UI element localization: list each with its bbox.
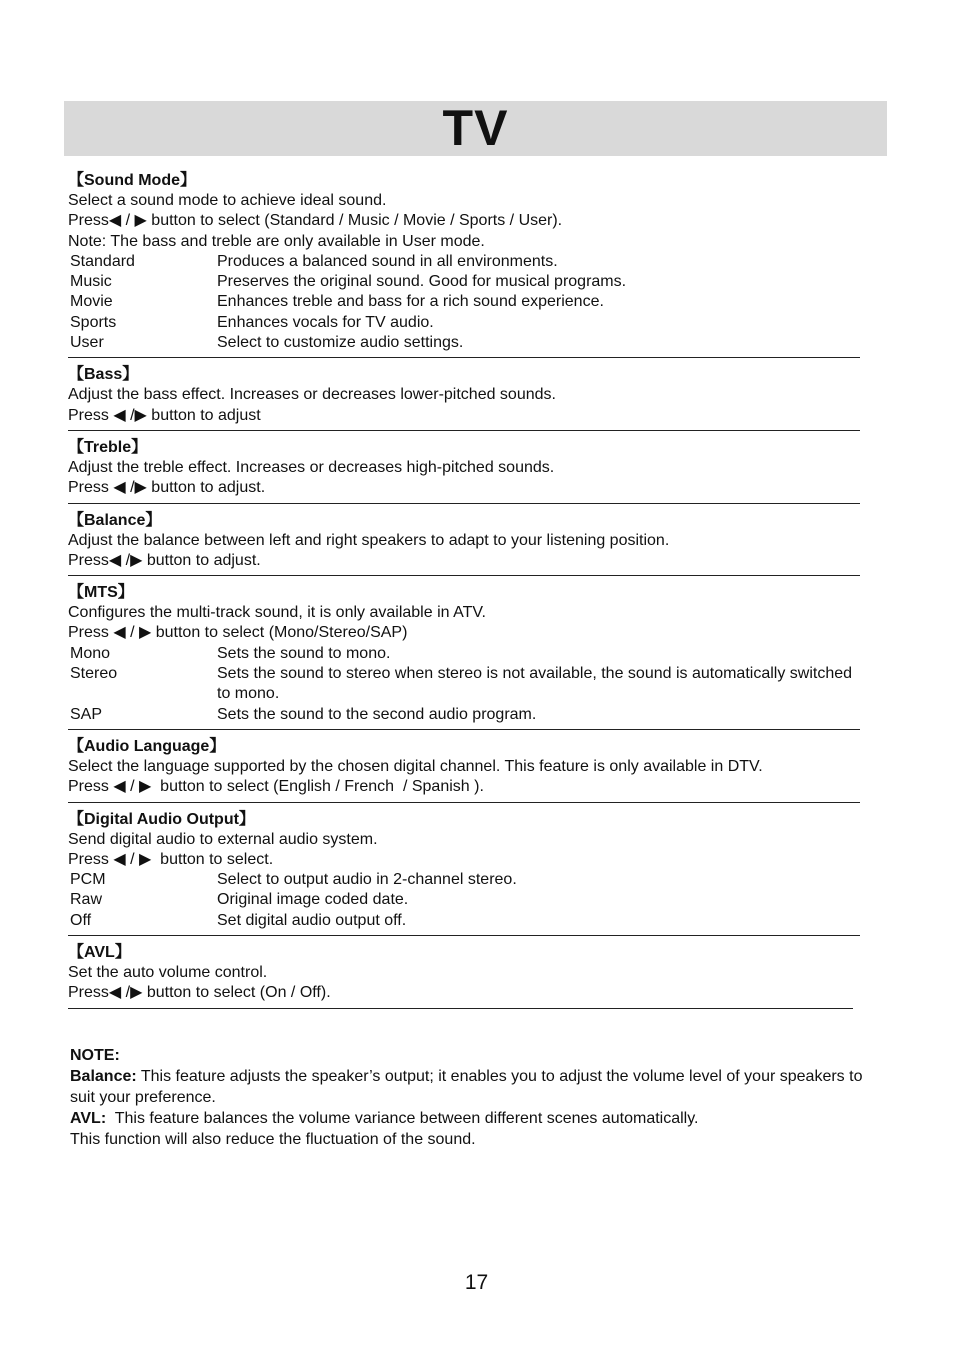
text-line: Press ◀ /▶ button to adjust (68, 406, 261, 424)
text-line: Configures the multi-track sound, it is only available in ATV. (68, 604, 486, 622)
text-line: Adjust the bass effect. Increases or decreases lower-pitched sounds. (68, 386, 556, 404)
description: Sets the sound to stereo when stereo is not available, the sound is automatically switched to mono. (217, 665, 853, 703)
description: Sets the sound to mono. (217, 644, 391, 662)
section-heading: 【AVL】 (68, 944, 131, 962)
definition-row (68, 664, 860, 705)
term: Stereo (70, 665, 118, 683)
section-heading: 【Bass】 (68, 366, 139, 384)
definition-row (68, 272, 860, 292)
note-avl-text: This feature balances the volume variance between different scenes automatically. (106, 1110, 699, 1127)
text-line: Note: The bass and treble are only available in User mode. (68, 232, 485, 250)
term: Sports (70, 313, 117, 331)
description: Select to customize audio settings. (217, 334, 464, 352)
note-balance (70, 1066, 885, 1108)
note-heading: NOTE: (70, 1047, 120, 1064)
description: Set digital audio output off. (217, 911, 407, 929)
section-bass (68, 364, 860, 431)
term: PCM (70, 871, 106, 889)
text-line: Press ◀ / ▶ button to select (Mono/Stereo/SAP) (68, 624, 408, 642)
section-audio-language (68, 736, 860, 803)
section-heading: 【Treble】 (68, 438, 148, 456)
term: Off (70, 911, 92, 929)
description: Preserves the original sound. Good for musical programs. (217, 273, 627, 291)
description: Original image coded date. (217, 891, 409, 909)
text-line: Press ◀ / ▶ button to select. (68, 850, 274, 868)
section-digital-audio-output (68, 809, 860, 936)
text-line: Adjust the balance between left and right speakers to adapt to your listening position. (68, 531, 670, 549)
definition-row (68, 252, 860, 272)
note-balance-text: This feature adjusts the speaker’s output; it enables you to adjust the volume level of your speakers to suit your preference. (70, 1068, 863, 1106)
page-title-bar (64, 101, 887, 156)
description: Enhances vocals for TV audio. (217, 313, 434, 331)
term: Mono (70, 644, 111, 662)
term: Music (70, 273, 112, 291)
section-mts (68, 582, 860, 730)
text-line: Press◀ / ▶ button to select (Standard / Music / Movie / Sports / User). (68, 212, 563, 230)
section-sound-mode (68, 170, 860, 358)
definition-row (68, 644, 860, 664)
text-line: Press◀ /▶ button to select (On / Off). (68, 984, 331, 1002)
text-line: Select a sound mode to achieve ideal sound. (68, 192, 387, 209)
page-title: TV (442, 100, 509, 156)
text-line: Set the auto volume control. (68, 964, 268, 982)
section-heading: 【Audio Language】 (68, 737, 226, 755)
term: Movie (70, 293, 113, 311)
content (68, 170, 860, 1015)
section-avl (68, 942, 853, 1009)
note-avl-label: AVL: (70, 1110, 107, 1127)
text-line: Select the language supported by the chosen digital channel. This feature is only available in DTV. (68, 757, 763, 775)
note-avl-text-2: This function will also reduce the fluctuation of the sound. (70, 1131, 476, 1148)
term: Standard (70, 252, 135, 270)
note-avl (70, 1108, 885, 1129)
section-heading: 【Digital Audio Output】 (68, 810, 255, 828)
section-balance (68, 510, 860, 577)
definition-row (68, 333, 860, 353)
note-balance-label: Balance: (70, 1068, 137, 1085)
note-block (70, 1045, 885, 1150)
description: Enhances treble and bass for a rich sound experience. (217, 293, 604, 311)
text-line: Adjust the treble effect. Increases or decreases high-pitched sounds. (68, 458, 555, 476)
text-line: Press ◀ / ▶ button to select (English / French / Spanish ). (68, 778, 484, 796)
text-line: Press ◀ /▶ button to adjust. (68, 479, 266, 497)
term: Raw (70, 891, 103, 909)
section-heading: 【MTS】 (68, 584, 134, 602)
definition-row (68, 705, 860, 725)
section-treble (68, 437, 860, 504)
definition-row (68, 313, 860, 333)
definition-row (68, 911, 860, 931)
definition-row (68, 890, 860, 910)
section-heading: 【Balance】 (68, 511, 162, 529)
description: Sets the sound to the second audio program. (217, 705, 537, 723)
description: Select to output audio in 2-channel stereo. (217, 871, 517, 889)
definition-row (68, 870, 860, 890)
term: User (70, 334, 104, 352)
text-line: Press◀ /▶ button to adjust. (68, 551, 261, 569)
description: Produces a balanced sound in all environments. (217, 252, 558, 270)
definition-row (68, 292, 860, 312)
term: SAP (70, 705, 103, 723)
page-number: 17 (464, 1271, 489, 1294)
section-heading: 【Sound Mode】 (68, 172, 196, 189)
text-line: Send digital audio to external audio system. (68, 830, 378, 848)
